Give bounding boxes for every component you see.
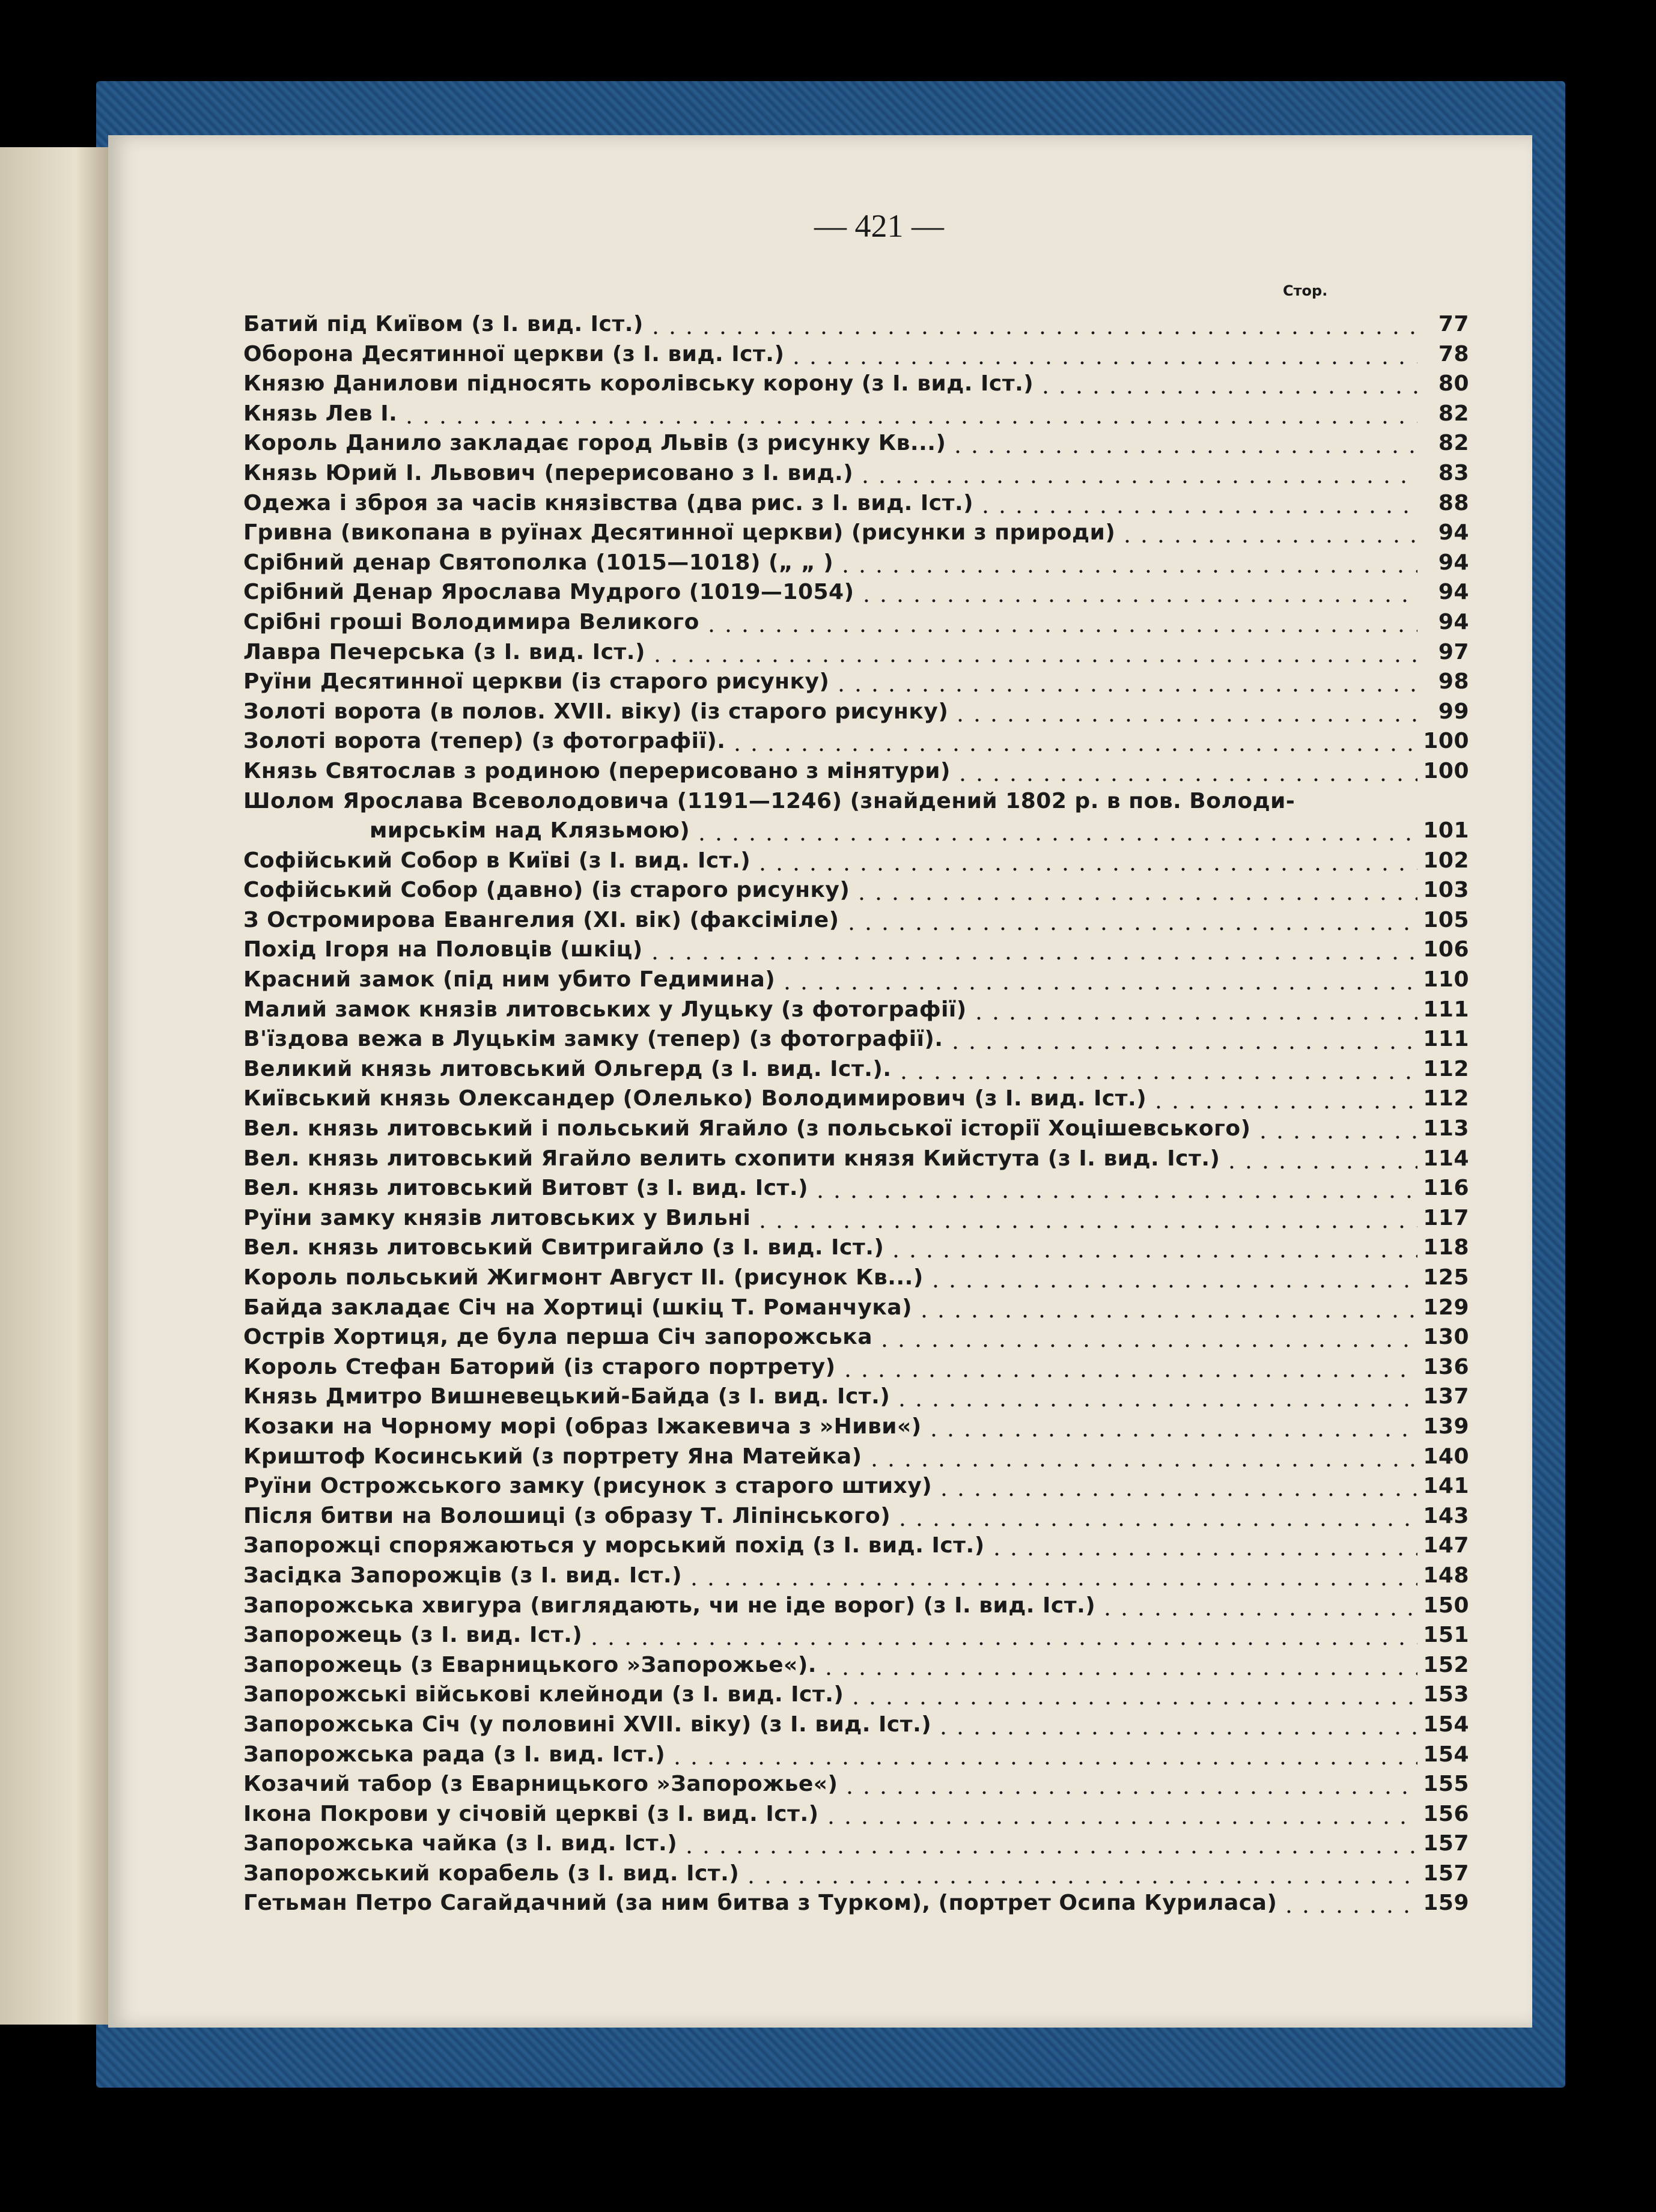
toc-entry-title: Запорожська чайка (з І. вид. Іст.) [243,1831,678,1856]
toc-entry-page: 105 [1423,907,1469,932]
toc-entry-title: Запорожський корабель (з І. вид. Іст.) [243,1861,740,1886]
toc-entry [243,1680,1469,1710]
toc-entry [243,697,1469,727]
toc-entry-title: Запорожські військові клейноди (з І. вид. Іст.) [243,1682,844,1707]
toc-entry-title: Запорожці споряжаються у морський похід (з І. вид. Іст.) [243,1533,985,1558]
toc-entry-page: 155 [1423,1772,1469,1797]
toc-entry-title: Золоті ворота (в полов. XVII. віку) (із старого рисунку) [243,699,949,724]
toc-entry [243,1263,1469,1293]
toc-entry-title: Байда закладає Січ на Хортиці (шкіц Т. Романчука) [243,1295,913,1320]
dot-leader [866,1442,1417,1472]
toc-entry [243,935,1469,965]
toc-entry [243,1114,1469,1144]
dot-leader [833,667,1417,697]
dot-leader [853,875,1417,905]
toc-entry-page: 153 [1423,1682,1469,1707]
toc-entry-page: 143 [1423,1503,1469,1528]
toc-entry-title: Криштоф Косинський (з портрету Яна Матейка) [243,1444,862,1469]
dot-leader [1255,1114,1417,1144]
toc-entry-page: 114 [1423,1146,1469,1171]
toc-entry-page: 150 [1423,1593,1469,1618]
toc-entry-page: 147 [1423,1533,1469,1558]
page-number: — 421 — [814,208,944,244]
dot-leader [693,816,1417,846]
dot-leader [812,1173,1417,1203]
toc-entry-title: Срібні гроші Володимира Великого [243,609,699,634]
toc-entry-page: 100 [1423,758,1469,783]
toc-entry [243,577,1469,607]
dot-leader [788,339,1417,369]
toc-entry [243,965,1469,995]
toc-entry-page: 98 [1438,669,1469,694]
toc-entry-title: Руїни Острожського замку (рисунок з старого штиху) [243,1474,933,1499]
toc-entry-page: 129 [1423,1295,1469,1320]
toc-entry-title: З Остромирова Евангелия (XI. вік) (факсіміле) [243,907,839,932]
dot-leader [935,1710,1417,1740]
toc-entry [243,1561,1469,1591]
toc-entry [243,1054,1469,1084]
left-page-edge [0,147,108,2025]
toc-entry [243,1531,1469,1561]
toc-entry [243,1442,1469,1472]
toc-entry-page: 94 [1438,580,1469,605]
toc-entry-page: 80 [1438,371,1469,397]
toc-entry-page: 118 [1423,1235,1469,1260]
toc-entry-page: 83 [1438,460,1469,485]
dot-leader [952,697,1417,727]
toc-entry-title: Король польський Жигмонт Август II. (рисунок Кв...) [243,1265,924,1290]
toc-entry-title: Срібний Денар Ярослава Мудрого (1019—1054) [243,580,854,605]
toc-entry-page: 125 [1423,1265,1469,1290]
toc-entry [243,1829,1469,1859]
toc-entry-page: 103 [1423,878,1469,903]
dot-leader [925,1412,1417,1442]
toc-entry-title: Шолом Ярослава Всеволодовича (1191—1246) (знайдений 1802 р. в пов. Володи- [243,788,1295,813]
toc-entry [243,369,1469,399]
toc-entry-title: Руїни Десятинної церкви (із старого рисунку) [243,669,830,694]
dot-leader [647,935,1417,965]
toc-entry-title: Князь Лев І. [243,401,398,426]
toc-entry [243,607,1469,637]
toc-entry-page: 88 [1438,490,1469,515]
toc-entry [243,846,1469,876]
toc-entry-title: Князь Святослав з родиною (перерисовано з мінятури) [243,758,951,783]
toc-entry [243,995,1469,1025]
toc-entry [243,1740,1469,1770]
dot-leader [895,1054,1417,1084]
toc-entry [243,1650,1469,1680]
toc-entry-title: Софійський Собор в Київі (з І. вид. Іст.) [243,848,751,873]
toc-entry [243,1352,1469,1382]
toc-entry-page: 106 [1423,937,1469,962]
toc-entry-title: Малий замок князів литовських у Луцьку (з фотографії) [243,997,967,1022]
toc-entry-title: Ікона Покрови у січовій церкві (з І. вид. Іст.) [243,1801,819,1826]
toc-entry-page: 157 [1423,1831,1469,1856]
toc-entry-page: 82 [1438,431,1469,456]
toc-entry [243,518,1469,548]
toc-entry-title: Запорожець (з Еварницького »Запорожье«). [243,1652,817,1677]
toc-entry [243,786,1469,816]
toc-entry-page: 139 [1423,1414,1469,1439]
dot-leader [841,1769,1417,1799]
toc-entry-title: Київський князь Олександер (Олелько) Володимирович (з І. вид. Іст.) [243,1086,1147,1111]
toc-entry-title: Князь Юрий І. Львович (перерисовано з І. вид.) [243,460,854,485]
dot-leader [857,458,1417,488]
toc-entry [243,1322,1469,1352]
toc-entry [243,1859,1469,1889]
toc-entry-page: 137 [1423,1384,1469,1409]
toc-entry [243,458,1469,488]
toc-entry-title: В'їздова вежа в Луцькім замку (тепер) (з фотографії). [243,1027,943,1052]
toc-entry-title: Запорожська Січ (у половині XVII. віку) (з І. вид. Іст.) [243,1712,932,1737]
page-column-header: Стор. [1283,282,1328,299]
toc-entry-page: 156 [1423,1801,1469,1826]
dot-leader [988,1531,1417,1561]
dot-leader [893,1382,1417,1412]
dot-leader [949,428,1417,458]
dot-leader [1099,1591,1417,1621]
toc-entry-page: 141 [1423,1474,1469,1499]
dot-leader [954,756,1417,786]
toc-entry [243,1173,1469,1203]
toc-entry [243,1233,1469,1263]
toc-entry [243,399,1469,429]
toc-entry-page: 151 [1423,1623,1469,1648]
dot-leader [586,1620,1417,1650]
toc-entry [243,1591,1469,1621]
toc-entry-title: Вел. князь литовський Витовт (з І. вид. Іст.) [243,1176,809,1201]
toc-entry [243,1471,1469,1501]
dot-leader [1037,369,1417,399]
toc-entry [243,1024,1469,1054]
dot-leader [1223,1144,1417,1174]
dot-leader [401,399,1417,429]
toc-entry-page: 130 [1423,1325,1469,1350]
dot-leader [743,1859,1417,1889]
dot-leader [970,995,1417,1025]
dot-leader [876,1322,1417,1352]
dot-leader [1150,1084,1417,1114]
toc-entry-page: 157 [1423,1861,1469,1886]
toc-entry-title: Вел. князь литовський Ягайло велить схопити князя Кийстута (з І. вид. Іст.) [243,1146,1220,1171]
toc-entry [243,339,1469,369]
toc-entry-page: 136 [1423,1354,1469,1379]
dot-leader [858,577,1417,607]
toc-entry-title: Запорожець (з І. вид. Іст.) [243,1623,583,1648]
toc-entry-title: Козачий табор (з Еварницького »Запорожье«) [243,1772,838,1797]
toc-entry [243,1144,1469,1174]
toc-entry [243,1203,1469,1233]
dot-leader [843,905,1417,935]
toc-entry-title: Одежа і зброя за часів князівства (два рис. з І. вид. Іст.) [243,490,974,515]
toc-entry-page: 116 [1423,1176,1469,1201]
dot-leader [754,846,1417,876]
toc-entry-page: 117 [1423,1205,1469,1230]
dot-leader [823,1799,1417,1829]
toc-entry-title: Князю Данилови підносять королівську корону (з І. вид. Іст.) [243,371,1034,397]
table-of-illustrations [243,309,1469,1918]
toc-entry [243,428,1469,458]
toc-entry-page: 97 [1438,639,1469,664]
toc-entry-title: мирськім над Клязьмою) [370,818,690,843]
toc-entry [243,1888,1469,1918]
toc-entry [243,875,1469,905]
dot-leader [837,548,1417,578]
toc-entry-page: 154 [1423,1742,1469,1767]
toc-entry-title: Вел. князь литовський і польський Ягайло (з польської історії Хоцішевського) [243,1116,1251,1141]
toc-entry-title: Срібний денар Святополка (1015—1018) („ „ ) [243,550,834,575]
toc-entry [243,1799,1469,1829]
toc-entry-page: 159 [1423,1891,1469,1916]
toc-entry [243,488,1469,518]
toc-entry-title: Запорожська рада (з І. вид. Іст.) [243,1742,666,1767]
dot-leader [1298,786,1417,816]
dot-leader [927,1263,1417,1293]
dot-leader [686,1561,1417,1591]
toc-entry-page: 101 [1423,818,1469,843]
toc-entry [243,1710,1469,1740]
dot-leader [1280,1888,1417,1918]
toc-entry [243,1620,1469,1650]
toc-entry [243,816,1469,846]
toc-entry [243,637,1469,667]
toc-entry-page: 111 [1423,1027,1469,1052]
toc-entry [243,309,1469,339]
toc-entry-title: Великий князь литовський Ольгерд (з І. вид. Іст.). [243,1056,892,1081]
dot-leader [839,1352,1417,1382]
toc-entry [243,1501,1469,1531]
toc-entry-page: 77 [1438,312,1469,336]
dot-leader [820,1650,1417,1680]
toc-entry-page: 112 [1423,1086,1469,1111]
toc-entry-title: Гетьман Петро Сагайдачний (за ним битва з Турком), (портрет Осипа Курилаcа) [243,1891,1277,1916]
toc-entry-page: 112 [1423,1056,1469,1081]
toc-entry-title: Красний замок (під ним убито Гедимина) [243,967,776,992]
dot-leader [887,1233,1417,1263]
toc-entry-page: 152 [1423,1652,1469,1677]
dot-leader [647,309,1417,339]
dot-leader [754,1203,1417,1233]
toc-entry-title: Золоті ворота (тепер) (з фотографії). [243,729,726,754]
toc-entry-title: Засідка Запорожців (з І. вид. Іст.) [243,1563,683,1588]
toc-entry-title: Вел. князь литовський Свитригайло (з І. вид. Іст.) [243,1235,884,1260]
book-page [108,135,1532,2028]
toc-entry-page: 154 [1423,1712,1469,1737]
dot-leader [847,1680,1417,1710]
toc-entry-page: 110 [1423,967,1469,992]
toc-entry-page: 102 [1423,848,1469,873]
toc-entry-title: Острів Хортиця, де була перша Січ запорожська [243,1325,873,1350]
dot-leader [681,1829,1417,1859]
dot-leader [894,1501,1417,1531]
dot-leader [947,1024,1417,1054]
toc-entry-page: 140 [1423,1444,1469,1469]
toc-entry-page: 78 [1438,341,1469,366]
dot-leader [669,1740,1417,1770]
toc-entry [243,756,1469,786]
toc-entry-title: Король Стефан Баторий (із старого портрету) [243,1354,836,1379]
toc-entry-page: 148 [1423,1563,1469,1588]
toc-entry [243,1412,1469,1442]
toc-entry-page: 94 [1438,550,1469,575]
dot-leader [703,607,1417,637]
toc-entry-title: Козаки на Чорному морі (образ Іжакевича з »Ниви«) [243,1414,922,1439]
toc-entry [243,548,1469,578]
toc-entry-title: Руїни замку князів литовських у Вильні [243,1205,751,1230]
dot-leader [729,726,1417,756]
toc-entry-page: 94 [1438,609,1469,634]
toc-entry [243,667,1469,697]
toc-entry [243,726,1469,756]
dot-leader [649,637,1417,667]
dot-leader [977,488,1417,518]
toc-entry-page: 113 [1423,1116,1469,1141]
toc-entry-title: Софійський Собор (давно) (із старого рисунку) [243,878,850,903]
toc-entry [243,1382,1469,1412]
toc-entry [243,905,1469,935]
toc-entry-title: Гривна (викопана в руїнах Десятинної церкви) (рисунки з природи) [243,520,1116,545]
toc-entry [243,1293,1469,1323]
toc-entry-title: Оборона Десятинної церкви (з І. вид. Іст.) [243,341,785,366]
toc-entry-page: 100 [1423,729,1469,754]
toc-entry-title: Князь Дмитро Вишневецький-Байда (з І. вид. Іст.) [243,1384,890,1409]
dot-leader [936,1471,1417,1501]
dot-leader [916,1293,1417,1323]
toc-entry [243,1084,1469,1114]
dot-leader [779,965,1417,995]
toc-entry [243,1769,1469,1799]
toc-entry-title: Запорожська хвигура (виглядають, чи не іде ворог) (з І. вид. Іст.) [243,1593,1096,1618]
toc-entry-title: Король Данило закладає город Львів (з рисунку Кв...) [243,431,946,456]
toc-entry-title: Похід Ігоря на Половців (шкіц) [243,937,643,962]
toc-entry-page: 82 [1438,401,1469,426]
toc-entry-title: Батий під Київом (з І. вид. Іст.) [243,312,644,336]
toc-entry-page: 94 [1438,520,1469,545]
toc-entry-page: 99 [1438,699,1469,724]
toc-entry-page: 111 [1423,997,1469,1022]
toc-entry-title: Лавра Печерська (з І. вид. Іст.) [243,639,645,664]
dot-leader [1119,518,1417,548]
toc-entry-title: Після битви на Волошиці (з образу Т. Ліпінського) [243,1503,891,1528]
